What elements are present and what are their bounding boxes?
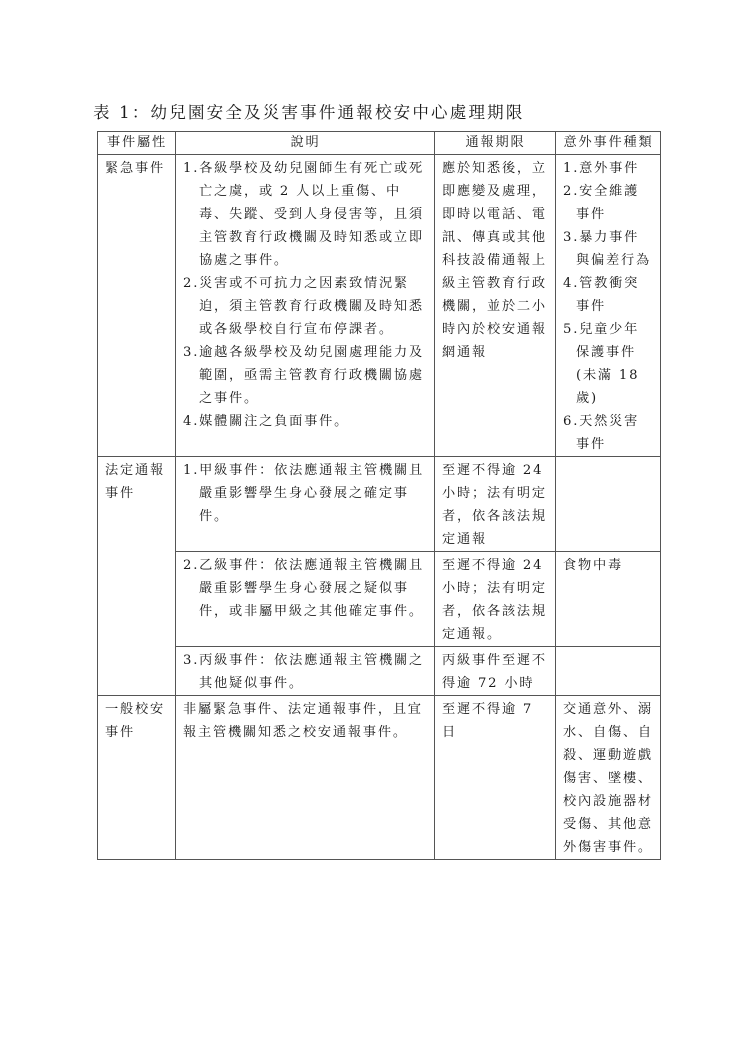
description-cell: 非屬緊急事件、法定通報事件，且宜報主管機關知悉之校安通報事件。 — [176, 696, 435, 860]
deadline-cell: 至遲不得逾 24 小時；法有明定者，依各該法規定通報 — [435, 457, 556, 552]
table-row-emergency — [98, 155, 661, 457]
description-item: 1.甲級事件：依法應通報主管機關且嚴重影響學生身心發展之確定事件。 — [183, 463, 424, 524]
description-cell — [176, 457, 435, 552]
accident-type-item: 2.安全維護事件 — [563, 184, 640, 222]
reporting-deadline-table — [97, 131, 661, 860]
header-description: 說明 — [176, 132, 435, 155]
table-row-general — [98, 696, 661, 860]
description-cell — [176, 647, 435, 696]
accident-types-cell: 食物中毒 — [556, 552, 661, 647]
category-cell: 法定通報事件 — [98, 457, 176, 696]
accident-type-item: 1.意外事件 — [563, 161, 640, 176]
description-cell — [176, 552, 435, 647]
table-row-statutory-c — [98, 647, 661, 696]
deadline-cell: 至遲不得逾 24 小時；法有明定者，依各該法規定通報。 — [435, 552, 556, 647]
accident-type-item: 5.兒童少年保護事件(未滿 18 歲) — [563, 322, 640, 406]
header-category: 事件屬性 — [98, 132, 176, 155]
description-cell — [176, 155, 435, 457]
accident-types-cell — [556, 457, 661, 552]
description-item: 3.丙級事件：依法應通報主管機關之其他疑似事件。 — [183, 653, 424, 691]
description-item: 2.乙級事件：依法應通報主管機關且嚴重影響學生身心發展之疑似事件，或非屬甲級之其他確定事件。 — [183, 558, 424, 619]
table-caption: 表 1：幼兒園安全及災害事件通報校安中心處理期限 — [93, 103, 525, 122]
accident-type-item: 6.天然災害事件 — [563, 414, 640, 452]
description-item: 2.災害或不可抗力之因素致情況緊迫，須主管教育行政機關及時知悉或各級學校自行宣布停課者。 — [183, 276, 424, 337]
accident-types-cell — [556, 155, 661, 457]
deadline-cell: 至遲不得逾 7 日 — [435, 696, 556, 860]
table-row-statutory-a — [98, 457, 661, 552]
table-row-statutory-b — [98, 552, 661, 647]
deadline-cell: 應於知悉後，立即應變及處理，即時以電話、電訊、傳真或其他科技設備通報上級主管教育行政機關，並於二小時內於校安通報網通報 — [435, 155, 556, 457]
table-header-row — [98, 132, 661, 155]
accident-type-item: 4.管教衝突事件 — [563, 276, 640, 314]
description-item: 1.各級學校及幼兒園師生有死亡或死亡之虞，或 2 人以上重傷、中毒、失蹤、受到人身侵害等，且須主管教育行政機關及時知悉或立即協處之事件。 — [183, 161, 424, 268]
accident-type-item: 3.暴力事件與偏差行為 — [563, 230, 651, 268]
header-accident-types: 意外事件種類 — [556, 132, 661, 155]
accident-types-cell — [556, 647, 661, 696]
description-item: 4.媒體關注之負面事件。 — [183, 414, 350, 429]
category-cell: 一般校安事件 — [98, 696, 176, 860]
category-cell: 緊急事件 — [98, 155, 176, 457]
description-item: 3.逾越各級學校及幼兒園處理能力及範圍，亟需主管教育行政機關協處之事件。 — [183, 345, 424, 406]
header-deadline: 通報期限 — [435, 132, 556, 155]
accident-types-cell: 交通意外、溺水、自傷、自殺、運動遊戲傷害、墜樓、校內設施器材受傷、其他意外傷害事件。 — [556, 696, 661, 860]
deadline-cell: 丙級事件至遲不得逾 72 小時 — [435, 647, 556, 696]
